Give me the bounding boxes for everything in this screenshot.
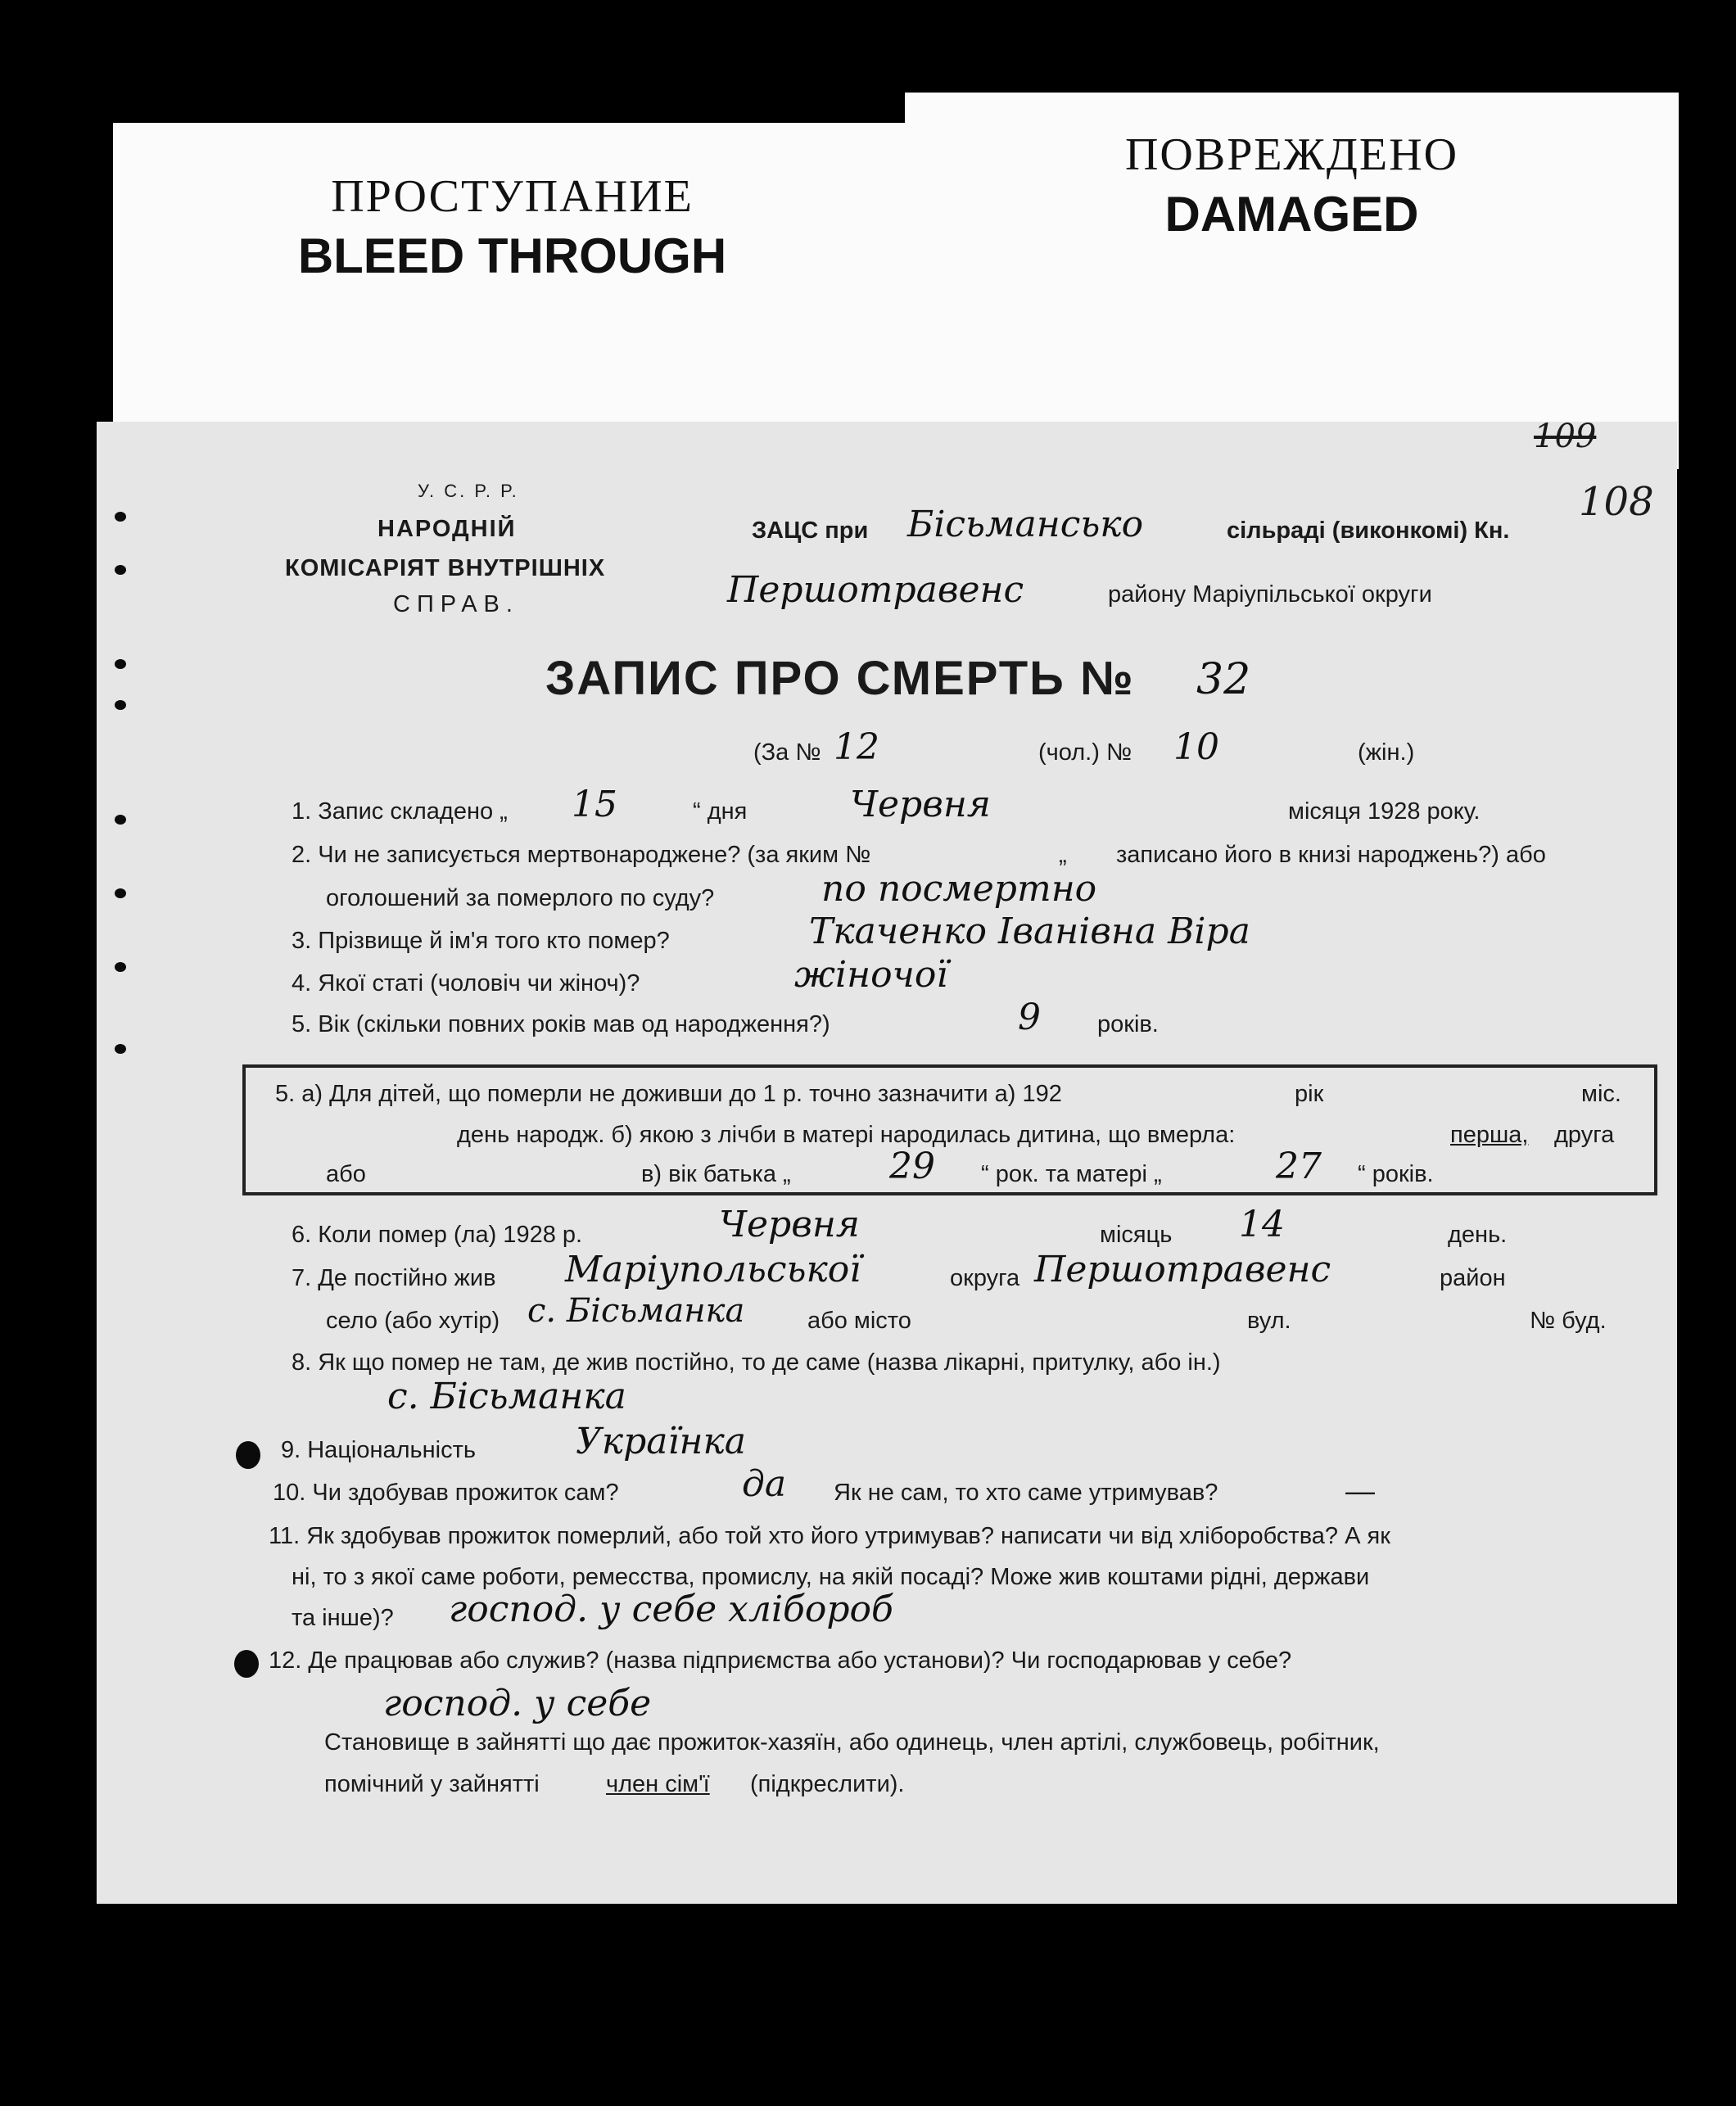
row-7b-mid2: вул.	[1247, 1308, 1291, 1334]
bleed-through-en: BLEED THROUGH	[297, 228, 727, 283]
zags-suffix: сільраді (виконкомі) Кн.	[1227, 517, 1510, 544]
punch-hole	[234, 1650, 259, 1678]
row-7b-tail: № буд.	[1530, 1308, 1607, 1334]
row-6-tail: день.	[1448, 1222, 1508, 1248]
row-2b-handwritten: по посмертно	[821, 868, 1097, 910]
row-5-age: 9	[1018, 997, 1041, 1038]
damaged-en: DAMAGED	[1164, 187, 1419, 242]
row-7-rayon: Першотравенс	[1034, 1249, 1331, 1290]
row-7-mid: округа	[950, 1265, 1020, 1291]
row-12-handwritten: господ. у себе	[383, 1683, 652, 1724]
box-line-3c: “ рок. та матері „	[981, 1161, 1162, 1187]
box-line-1a: 5. а) Для дітей, що померли не доживши до 1 р. точно зазначити а) 192	[275, 1081, 1062, 1107]
punch-hole	[115, 659, 126, 669]
punch-hole	[236, 1441, 260, 1469]
box-line-2a: день народж. б) якою з лічби в матері народилась дитина, що вмерла:	[457, 1122, 1236, 1148]
row-2b-label: оголошений за померлого по суду?	[326, 885, 715, 911]
row-6-label: 6. Коли помер (ла) 1928 р.	[292, 1222, 583, 1248]
zags-handwritten: Бісьмансько	[907, 504, 1144, 545]
row-12-tail: (підкреслити).	[750, 1771, 905, 1797]
district-suffix: району Маріупільської округи	[1108, 581, 1432, 608]
row-6-month: Червня	[719, 1204, 860, 1245]
org-line-3: КОМІСАРІЯТ ВНУТРІШНІХ	[285, 555, 606, 581]
row-11-label-b: ні, то з якої саме роботи, ремесства, промислу, на якій посаді? Може жив коштами рідні, держави	[292, 1564, 1370, 1590]
row-4-label: 4. Якої статі (чоловіч чи жіноч)?	[292, 970, 640, 997]
za-number: 12	[834, 726, 879, 768]
row-6-day: 14	[1239, 1204, 1285, 1245]
chol-label: (чол.) №	[1038, 739, 1132, 766]
damaged-card	[905, 93, 1679, 469]
box-line-2c: друга	[1554, 1122, 1615, 1148]
page-number: 108	[1579, 479, 1654, 525]
row-1-label: 1. Запис складено „	[292, 798, 508, 825]
row-2-mark: „	[1059, 842, 1067, 868]
zags-prefix: ЗАЦС при	[752, 517, 869, 544]
row-5-label: 5. Вік (скільки повних років мав од народження?)	[292, 1011, 830, 1037]
row-11-handwritten: господ. у себе хлібороб	[449, 1589, 893, 1630]
row-11-label-c: та інше)?	[292, 1605, 394, 1631]
row-9-label: 9. Національність	[281, 1437, 477, 1463]
punch-hole	[115, 888, 126, 898]
row-10-mid: Як не сам, то хто саме утримував?	[834, 1480, 1218, 1506]
org-line-4: СПРАВ.	[393, 591, 519, 617]
struck-page-number: 109	[1534, 418, 1597, 455]
row-7b-mid1: або місто	[807, 1308, 911, 1334]
row-11-label-a: 11. Як здобував прожиток померлий, або той хто його утримував? написати чи від хліборобства? А як	[269, 1523, 1390, 1549]
box-line-2b: перша,	[1450, 1122, 1529, 1148]
box-line-3a: або	[326, 1161, 366, 1187]
row-3-name: Ткаченко Іванівна Віра	[809, 911, 1250, 952]
row-12-label: 12. Де працював або служив? (назва підприємства або установи)? Чи господарював у себе?	[269, 1647, 1292, 1674]
row-8-handwritten: с. Бісьманка	[387, 1376, 626, 1417]
row-10-dash: —	[1345, 1474, 1375, 1507]
chol-number: 10	[1173, 726, 1219, 768]
row-12-status-line: Становище в зайнятті що дає прожиток-хазяїн, або одинець, член артілі, службовець, робітник,	[324, 1729, 1380, 1756]
row-7-tail: район	[1440, 1265, 1506, 1291]
org-line-2: НАРОДНІЙ	[377, 516, 517, 542]
row-12-underlined: член сім'ї	[606, 1771, 710, 1797]
punch-hole	[115, 962, 126, 972]
damaged-ru: ПОВРЕЖДЕНО	[1124, 129, 1459, 180]
row-7-okruga: Маріупольської	[565, 1249, 861, 1290]
row-10-label: 10. Чи здобував прожиток сам?	[273, 1480, 619, 1506]
row-3-label: 3. Прізвище й ім'я того кто помер?	[292, 928, 670, 954]
death-record-document	[97, 418, 1677, 1904]
row-2-tail: записано його в книзі народжень?) або	[1116, 842, 1546, 868]
row-12-status-label: помічний у зайнятті	[324, 1771, 540, 1797]
row-1-mid: “ дня	[693, 798, 748, 825]
row-7-label: 7. Де постійно жив	[292, 1265, 496, 1291]
row-4-sex: жіночої	[794, 954, 948, 996]
punch-hole	[115, 700, 126, 710]
row-1-month: Червня	[850, 784, 991, 825]
za-label: (За №	[753, 739, 821, 766]
box-line-3d: “ років.	[1358, 1161, 1434, 1187]
page-title: ЗАПИС ПРО СМЕРТЬ №	[545, 652, 1135, 705]
box-line-1b: рік	[1295, 1081, 1324, 1107]
mother-age: 27	[1276, 1146, 1322, 1187]
box-line-1c: міс.	[1581, 1081, 1621, 1107]
row-1-tail: місяця 1928 року.	[1288, 798, 1481, 825]
row-5-tail: років.	[1097, 1011, 1159, 1037]
district-handwritten: Першотравенс	[727, 569, 1024, 611]
record-number: 32	[1196, 655, 1251, 704]
punch-hole	[115, 815, 126, 825]
row-8-label: 8. Як що помер не там, де жив постійно, то де саме (назва лікарні, притулку, або ін.)	[292, 1349, 1221, 1376]
box-line-3b: в) вік батька „	[641, 1161, 791, 1187]
row-6-mid: місяць	[1100, 1222, 1173, 1248]
punch-hole	[115, 565, 126, 575]
punch-hole	[115, 512, 126, 522]
org-line-1: У. С. Р. Р.	[418, 481, 519, 501]
bleed-through-ru: ПРОСТУПАНИЕ	[331, 171, 694, 222]
row-2-label: 2. Чи не записується мертвонароджене? (за яким №	[292, 842, 871, 868]
row-9-nationality: Українка	[576, 1421, 747, 1462]
punch-hole	[115, 1044, 126, 1054]
father-age: 29	[889, 1146, 935, 1187]
row-7b-selo: с. Бісьманка	[527, 1292, 745, 1330]
row-7b-label: село (або хутір)	[326, 1308, 500, 1334]
zhin-label: (жін.)	[1358, 739, 1415, 766]
row-10-handwritten: да	[742, 1463, 787, 1505]
row-1-day: 15	[572, 784, 617, 825]
